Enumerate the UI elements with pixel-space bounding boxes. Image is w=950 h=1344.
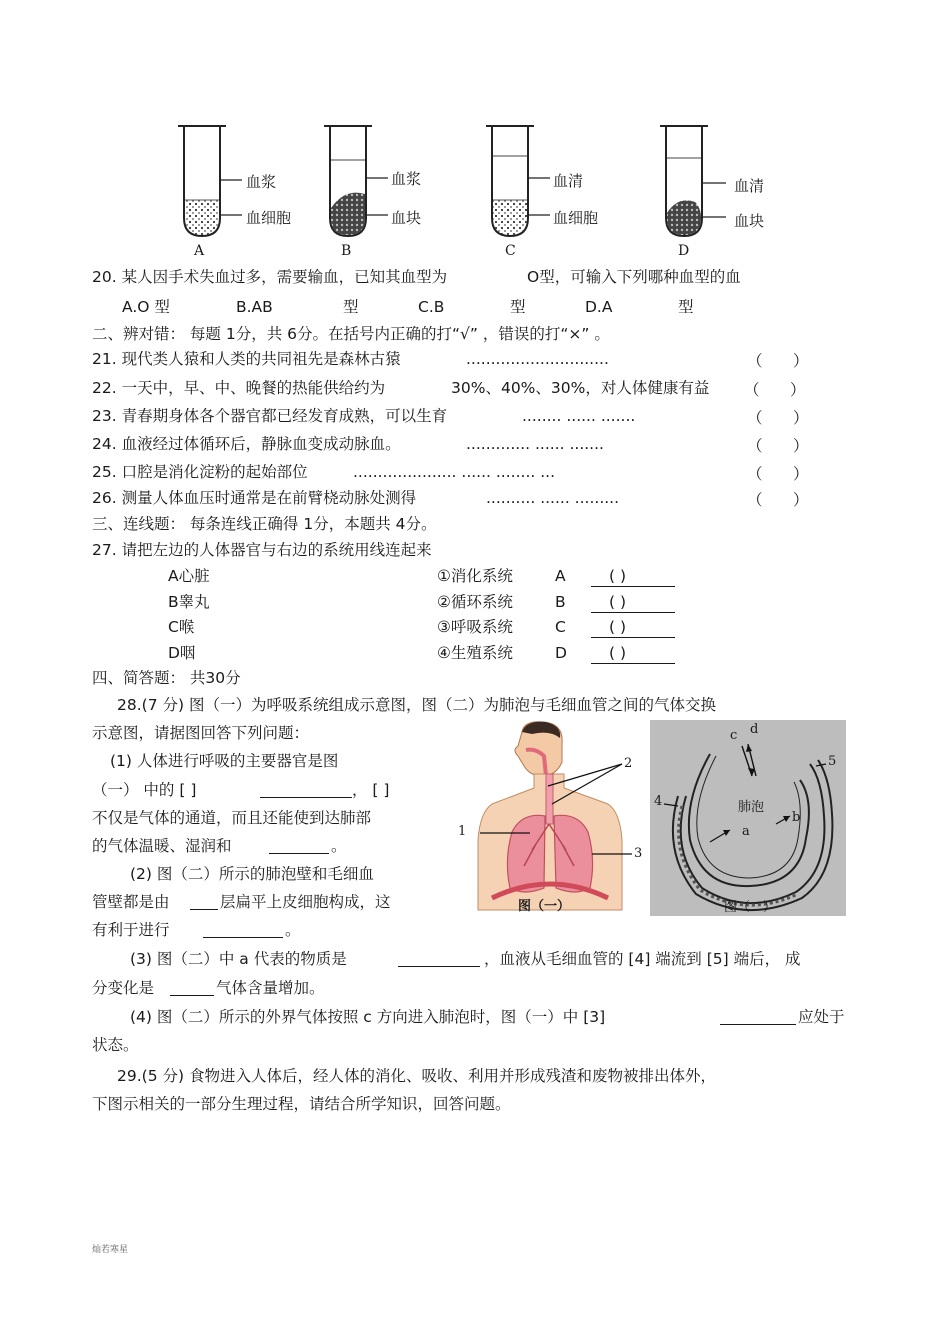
q26-answer-open[interactable]: （: [747, 491, 763, 509]
q28-p2-e: 。: [285, 921, 301, 939]
q21-text: 21. 现代类人猿和人类的共同祖先是森林古猿: [92, 350, 401, 368]
tube-c-bottom-label: 血细胞: [553, 209, 599, 227]
tube-c-letter: C: [505, 243, 516, 259]
tube-b: [324, 126, 388, 236]
fig2-caption: 图（二）: [724, 900, 777, 915]
q24-answer-close[interactable]: ）: [793, 437, 809, 455]
q21-dots: .............................: [466, 350, 609, 368]
q26-dots: .......... ...... .........: [486, 489, 620, 507]
q22-text: 22. 一天中，早、中、晚餐的热能供给约为: [92, 379, 386, 397]
tube-b-top-label: 血浆: [391, 170, 422, 188]
q21-answer-open[interactable]: （: [747, 352, 763, 370]
q28-p3-a: (3) 图（二）中 a 代表的物质是: [130, 950, 347, 968]
figure-2-alveolus: [650, 720, 846, 916]
q20-option-c-suffix: 型: [510, 298, 526, 316]
q22-percent-text: 30%、40%、30%，对人体健康有益: [451, 379, 710, 397]
q20-stem-b: O型，可输入下列哪种血型的血: [527, 268, 741, 286]
q22-answer-close[interactable]: ）: [790, 381, 806, 399]
q23-text: 23. 青春期身体各个器官都已经发育成熟，可以生育: [92, 407, 448, 425]
q20-option-b-suffix: 型: [343, 298, 359, 316]
q27-blank-c[interactable]: ( ): [591, 617, 675, 638]
q28-p1-b: （一） 中的 [ ]: [92, 781, 197, 799]
q28-blank-7[interactable]: [720, 1023, 796, 1025]
q28-p3-d: 气体含量增加。: [216, 979, 325, 997]
q29-line-1: 29.(5 分) 食物进入人体后，经人体的消化、吸收、利用并形成残渣和废物被排出体外，: [117, 1067, 716, 1085]
q27-blank-d[interactable]: ( ): [591, 643, 675, 664]
fig2-label-b: b: [792, 810, 801, 825]
q28-blank-5[interactable]: [398, 965, 480, 967]
q28-line-2: 示意图，请据图回答下列问题：: [92, 724, 310, 742]
q27-key-d: D: [555, 644, 567, 662]
tube-d-letter: D: [678, 243, 690, 259]
q27-stem: 27. 请把左边的人体器官与右边的系统用线连起来: [92, 541, 432, 559]
q27-key-b: B: [555, 593, 566, 611]
fig2-label-a: a: [742, 824, 750, 839]
q21-answer-close[interactable]: ）: [793, 352, 809, 370]
fig2-label-d: d: [750, 722, 759, 737]
alveolus-illustration: [650, 720, 846, 916]
tube-d-bottom-label: 血块: [734, 212, 765, 230]
fig1-caption: 图（一）: [518, 899, 571, 914]
tube-a-letter: A: [194, 243, 205, 259]
q23-dots: ........ ...... .......: [522, 407, 636, 425]
q27-blank-a[interactable]: ( ): [591, 566, 675, 587]
fig2-label-5: 5: [828, 754, 837, 769]
q27-right-4: ④生殖系统: [437, 644, 513, 662]
fig2-label-c: c: [730, 728, 738, 743]
tube-a-top-label: 血浆: [246, 173, 277, 191]
q28-blank-3[interactable]: [190, 908, 218, 910]
respiratory-illustration: [452, 720, 648, 920]
fig2-center-label: 肺泡: [738, 800, 765, 815]
q27-right-3: ③呼吸系统: [437, 618, 513, 636]
q28-p1-e: 的气体温暖、湿润和: [92, 837, 232, 855]
q23-answer-close[interactable]: ）: [793, 409, 809, 427]
q28-p1-f: 。: [331, 837, 347, 855]
q28-p2-c: 层扁平上皮细胞构成，这: [220, 893, 391, 911]
q27-key-c: C: [555, 618, 566, 636]
fig1-label-3: 3: [634, 846, 643, 861]
q26-text: 26. 测量人体血压时通常是在前臂桡动脉处测得: [92, 489, 417, 507]
tube-d-top-label: 血清: [734, 177, 765, 195]
q28-p1-c: ， [ ]: [352, 781, 390, 799]
q28-p2-a: (2) 图（二）所示的肺泡壁和毛细血: [130, 865, 374, 883]
tube-d: [660, 126, 726, 236]
q28-p3-b: ，血液从毛细血管的 [4] 端流到 [5] 端后， 成: [484, 950, 801, 968]
section-3-heading: 三、连线题： 每条连线正确得 1分，本题共 4分。: [92, 515, 437, 533]
q27-key-a: A: [555, 567, 566, 585]
q29-line-2: 下图示相关的一部分生理过程，请结合所学知识，回答问题。: [92, 1095, 511, 1113]
q27-right-1: ①消化系统: [437, 567, 513, 585]
q25-dots: ..................... ...... ........ ...: [353, 463, 556, 481]
q20-option-b: B.AB: [236, 298, 273, 316]
tube-a-bottom-label: 血细胞: [246, 209, 292, 227]
q20-option-d-suffix: 型: [678, 298, 694, 316]
section-2-heading: 二、辨对错： 每题 1分，共 6分。在括号内正确的打“√” ，错误的打“×” 。: [92, 325, 610, 343]
q20-stem-a: 20. 某人因手术失血过多，需要输血，已知其血型为: [92, 268, 448, 286]
tube-b-bottom-label: 血块: [391, 209, 422, 227]
tube-b-letter: B: [341, 243, 352, 259]
q25-answer-close[interactable]: ）: [793, 465, 809, 483]
q20-option-a: A.O 型: [122, 298, 170, 316]
q28-p4-b: 应处于: [798, 1008, 845, 1026]
q25-answer-open[interactable]: （: [747, 465, 763, 483]
q28-p2-d: 有利于进行: [92, 921, 170, 939]
section-4-heading: 四、简答题： 共30分: [92, 669, 241, 687]
q27-left-c: C喉: [168, 618, 195, 636]
q28-blank-4[interactable]: [203, 936, 283, 938]
q27-left-a: A心脏: [168, 567, 210, 585]
tube-c: [486, 126, 550, 236]
q27-left-b: B睾丸: [168, 593, 210, 611]
q28-p1-a: (1) 人体进行呼吸的主要器官是图: [110, 752, 339, 770]
q28-blank-1[interactable]: [260, 796, 352, 798]
fig2-label-4: 4: [654, 794, 663, 809]
q28-line-1: 28.(7 分) 图（一）为呼吸系统组成示意图，图（二）为肺泡与毛细血管之间的气体交换: [117, 696, 716, 714]
q26-answer-close[interactable]: ）: [793, 491, 809, 509]
q20-option-d: D.A: [585, 298, 613, 316]
q28-p4-a: (4) 图（二）所示的外界气体按照 c 方向进入肺泡时，图（一）中 [3]: [130, 1008, 606, 1026]
q28-p3-c: 分变化是: [92, 979, 155, 997]
tube-c-top-label: 血清: [553, 172, 584, 190]
q27-left-d: D咽: [168, 644, 196, 662]
fig1-label-2: 2: [624, 756, 633, 771]
q28-p2-b: 管壁都是由: [92, 893, 170, 911]
tube-a: [178, 126, 242, 236]
q23-answer-open[interactable]: （: [747, 409, 763, 427]
q24-dots: ............. ...... .......: [466, 435, 604, 453]
q28-blank-2[interactable]: [269, 852, 329, 854]
q22-answer-open[interactable]: （: [744, 381, 760, 399]
fig1-label-1: 1: [458, 824, 467, 839]
q27-right-2: ②循环系统: [437, 593, 513, 611]
q25-text: 25. 口腔是消化淀粉的起始部位: [92, 463, 308, 481]
page-footer: 灿若寒星: [92, 1245, 129, 1255]
q28-blank-6[interactable]: [170, 994, 214, 996]
q28-p4-c: 状态。: [92, 1036, 139, 1054]
q20-option-c: C.B: [418, 298, 445, 316]
q24-answer-open[interactable]: （: [747, 437, 763, 455]
q24-text: 24. 血液经过体循环后，静脉血变成动脉血。: [92, 435, 401, 453]
figure-1-respiratory-system: [452, 720, 648, 920]
q27-blank-b[interactable]: ( ): [591, 592, 675, 613]
q28-p1-d: 不仅是气体的通道，而且还能使到达肺部: [92, 809, 372, 827]
